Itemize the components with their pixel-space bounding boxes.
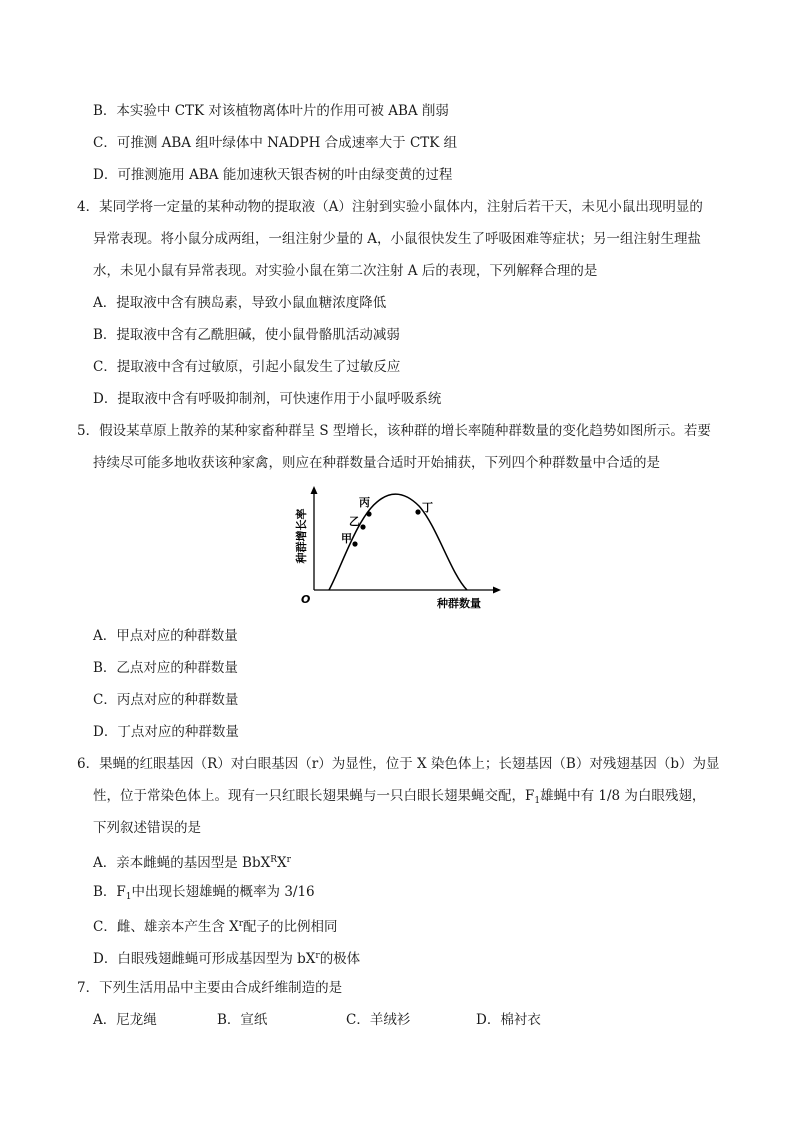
q6-option-c-tail: 配子的比例相同: [243, 919, 338, 935]
q7-option-a: A．尼龙绳: [93, 1012, 157, 1028]
y-axis-label: 种群增长率: [295, 508, 308, 564]
q6-option-b-tail: 中出现长翅雄蝇的概率为 3/16: [131, 884, 315, 900]
q6-option-d-text: D．白眼残翅雌蝇可形成基因型为 bX: [93, 951, 316, 967]
q5-stem-line-1: 5．假设某草原上散养的某种家畜种群呈 S 型增长，该种群的增长率随种群数量的变化趋势如图所示。若要: [77, 423, 711, 439]
q6-stem-line-2-text: 性，位于常染色体上。现有一只红眼长翅果蝇与一只白眼长翅果蝇交配，F: [93, 788, 535, 804]
q6-option-d-tail: 的极体: [319, 951, 361, 967]
q4-option-c: C．提取液中含有过敏原，引起小鼠发生了过敏反应: [93, 359, 401, 375]
x-axis-arrow: [493, 587, 501, 594]
chart-point-marker: [366, 511, 371, 516]
q5-option-a: A．甲点对应的种群数量: [93, 628, 238, 644]
q6-option-b-text: B．F: [93, 884, 126, 900]
q3-option-c: C．可推测 ABA 组叶绿体中 NADPH 合成速率大于 CTK 组: [93, 135, 458, 151]
allele-superscript: r: [315, 951, 320, 961]
allele-superscript: R: [270, 855, 277, 865]
chart-point-marker: [415, 509, 420, 514]
q3-option-b: B．本实验中 CTK 对该植物离体叶片的作用可被 ABA 削弱: [93, 103, 449, 119]
q4-option-b: B．提取液中含有乙酰胆碱，使小鼠骨骼肌活动减弱: [93, 327, 400, 343]
q5-stem-line-2: 持续尽可能多地收获该种家禽，则应在种群数量合适时开始捕获，下列四个种群数量中合适的是: [93, 455, 660, 471]
q7-option-d: D．棉衬衣: [476, 1012, 541, 1028]
q6-option-a-x: X: [277, 855, 287, 871]
q6-option-a: [93, 850, 291, 873]
q4-option-d: D．提取液中含有呼吸抑制剂，可快速作用于小鼠呼吸系统: [93, 391, 442, 407]
q6-option-c: [93, 914, 338, 937]
chart-point-marker: [360, 524, 365, 529]
q4-option-a: A．提取液中含有胰岛素，导致小鼠血糖浓度降低: [93, 295, 387, 311]
chart-point-label: 甲: [341, 532, 352, 545]
q7-option-c: C．羊绒衫: [346, 1012, 411, 1028]
chart-point-label: 丁: [422, 501, 433, 514]
chart-point-label: 丙: [359, 496, 370, 509]
q7-option-b: B．宣纸: [217, 1012, 268, 1028]
allele-superscript: r: [286, 855, 291, 865]
q5-option-d: D．丁点对应的种群数量: [93, 724, 239, 740]
chart-point-label: 乙: [349, 515, 360, 528]
x-axis-label: 种群数量: [437, 597, 481, 610]
growth-rate-chart: [285, 478, 515, 618]
q6-stem-line-2: [93, 786, 705, 811]
q7-stem: 7．下列生活用品中主要由合成纤维制造的是: [77, 980, 343, 996]
q6-option-c-text: C．雌、雄亲本产生含 X: [93, 919, 239, 935]
f1-subscript: 1: [125, 892, 132, 902]
f1-subscript: 1: [534, 796, 541, 806]
q5-option-b: B．乙点对应的种群数量: [93, 660, 238, 676]
y-axis-arrow: [311, 486, 318, 494]
q6-option-b: [93, 882, 315, 907]
q6-stem-line-1: 6．果蝇的红眼基因（R）对白眼基因（r）为显性，位于 X 染色体上；长翅基因（B）对残翅基因（b）为显: [77, 756, 720, 772]
q6-option-a-text: A．亲本雌蝇的基因型是 BbX: [93, 855, 271, 871]
chart-point-marker: [352, 541, 357, 546]
q4-stem-line-2: 异常表现。将小鼠分成两组，一组注射少量的 A，小鼠很快发生了呼吸困难等症状；另一组注射生理盐: [93, 231, 702, 247]
allele-superscript: r: [238, 919, 244, 929]
q4-stem-line-1: 4．某同学将一定量的某种动物的提取液（A）注射到实验小鼠体内，注射后若干天，未见小鼠出现明显的: [77, 199, 703, 215]
q7-options: [0, 1010, 800, 1030]
q4-stem-line-3: 水，未见小鼠有异常表现。对实验小鼠在第二次注射 A 后的表现，下列解释合理的是: [93, 263, 598, 279]
q6-stem-line-3: 下列叙述错误的是: [93, 820, 201, 836]
origin-label: O: [301, 593, 311, 606]
q6-stem-line-2-tail: 雄蝇中有 1/8 为白眼残翅，: [540, 788, 706, 804]
q5-option-c: C．丙点对应的种群数量: [93, 692, 239, 708]
q3-option-d: D．可推测施用 ABA 能加速秋天银杏树的叶由绿变黄的过程: [93, 167, 453, 183]
q6-option-d: [93, 946, 360, 969]
